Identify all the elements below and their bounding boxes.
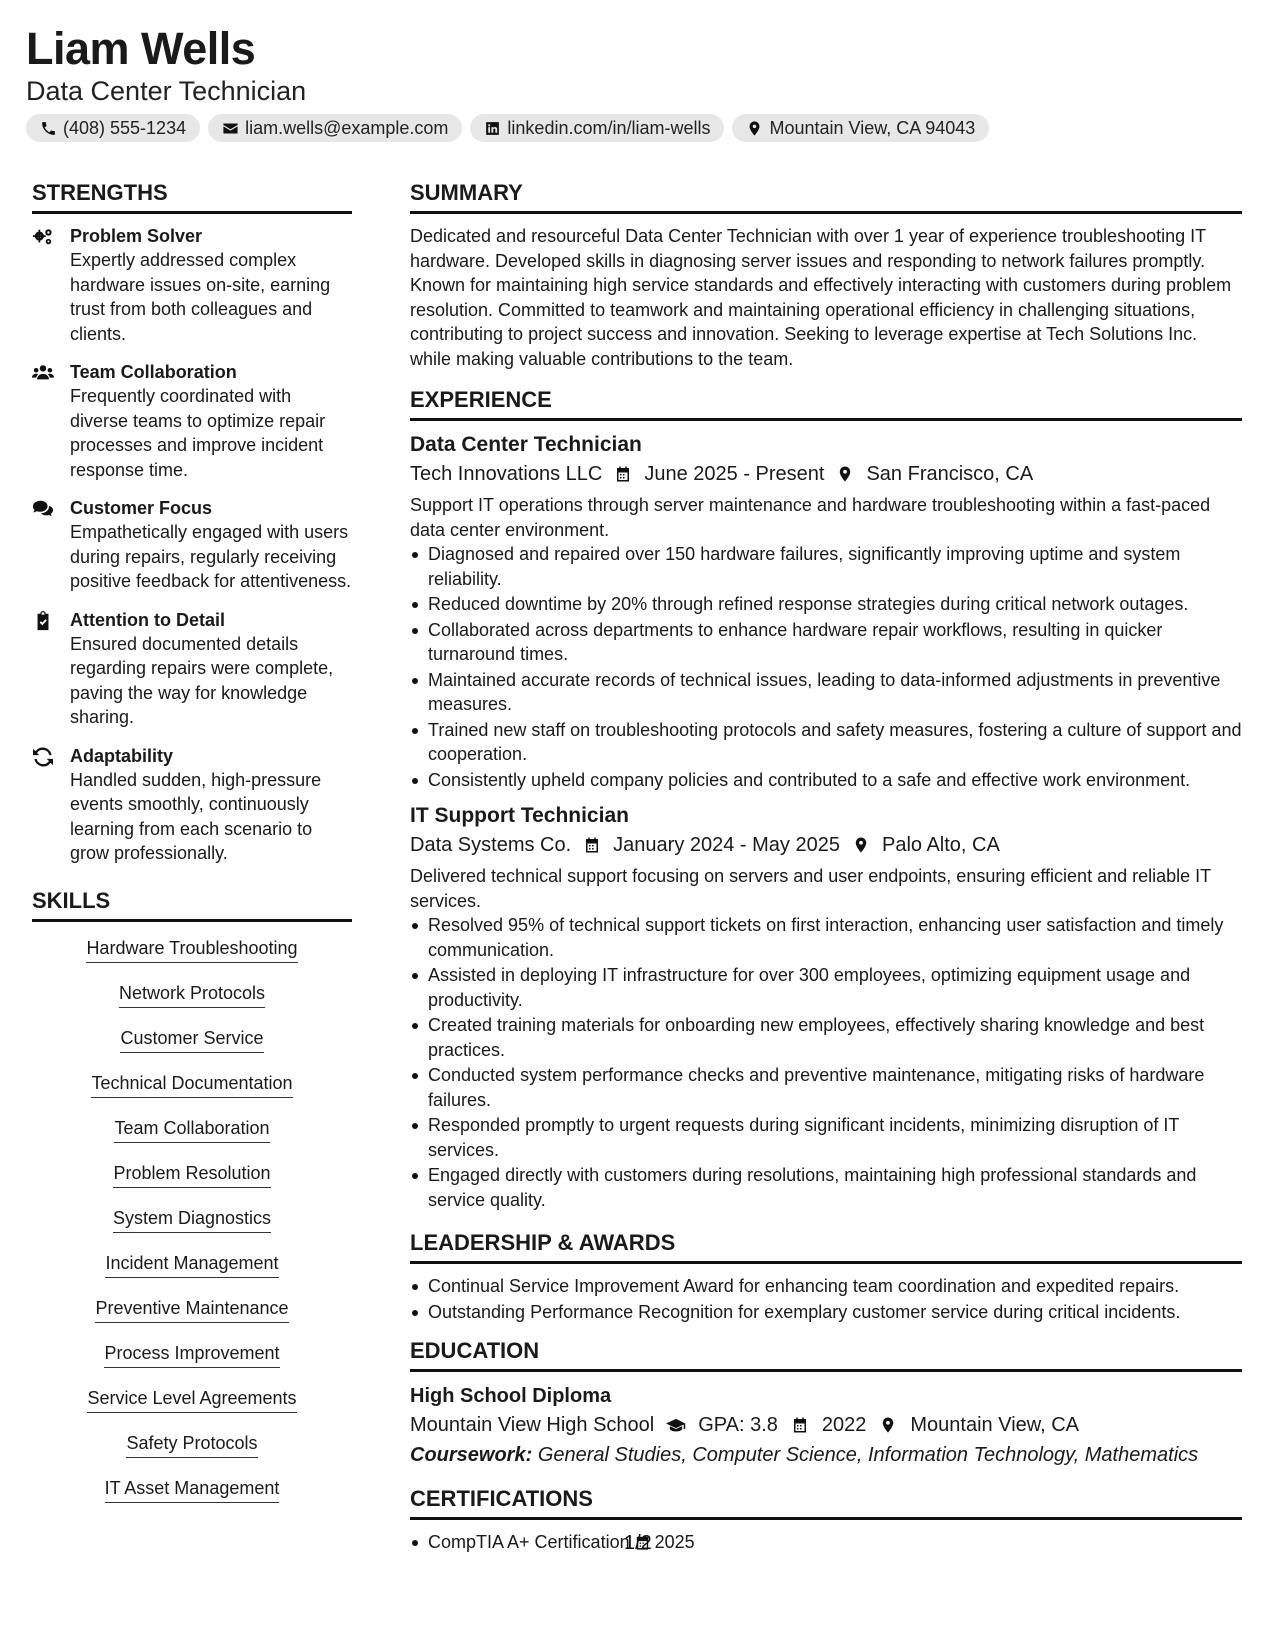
list-item: Outstanding Performance Recognition for exemplary customer service during critical incidents.	[428, 1300, 1242, 1325]
list-item: Reduced downtime by 20% through refined response strategies during critical network outages.	[428, 592, 1242, 617]
skill-item: Service Level Agreements	[87, 1386, 296, 1413]
job-entry	[410, 802, 1242, 1212]
list-item: Assisted in deploying IT infrastructure for over 300 employees, optimizing equipment usage and productivity.	[428, 963, 1242, 1012]
job-location: Palo Alto, CA	[881, 834, 1000, 856]
awards-list	[410, 1274, 1242, 1324]
certifications-heading: CERTIFICATIONS	[410, 1484, 1242, 1520]
calendar-icon	[614, 465, 632, 483]
contact-linkedin-text: linkedin.com/in/liam-wells	[507, 117, 711, 138]
strength-item	[32, 608, 352, 730]
job-title: Data Center Technician	[410, 433, 642, 456]
skill-item: Incident Management	[105, 1251, 278, 1278]
job-meta	[410, 830, 1242, 860]
list-item: Diagnosed and repaired over 150 hardware failures, significantly improving uptime and system reliability.	[428, 542, 1242, 591]
certification-year: 2025	[654, 1532, 695, 1552]
list-item: Collaborated across departments to enhance hardware repair workflows, resulting in quicker turnaround times.	[428, 618, 1242, 667]
list-item	[428, 1530, 1242, 1555]
skill-item: Team Collaboration	[114, 1116, 269, 1143]
strength-desc: Empathetically engaged with users during repairs, regularly receiving positive feedback for attentiveness.	[70, 522, 352, 591]
contact-email-text: liam.wells@example.com	[245, 117, 449, 138]
map-marker-icon	[878, 1416, 898, 1434]
skill-item: Network Protocols	[119, 981, 265, 1008]
job-title: IT Support Technician	[410, 804, 629, 827]
sync-icon	[32, 747, 54, 767]
job-dates: January 2024 - May 2025	[613, 834, 840, 856]
gears-icon	[32, 227, 54, 247]
strength-desc: Frequently coordinated with diverse teams to optimize repair processes and improve incident response time.	[70, 386, 326, 480]
skill-item: Safety Protocols	[126, 1431, 257, 1458]
job-company: Data Systems Co.	[410, 834, 572, 856]
coursework-text: General Studies, Computer Science, Information Technology, Mathematics	[537, 1444, 1199, 1466]
strength-desc: Handled sudden, high-pressure events smoothly, continuously learning from each scenario to grow professionally.	[70, 769, 322, 863]
list-item: Responded promptly to urgent requests during significant incidents, minimizing disruption of IT services.	[428, 1113, 1242, 1162]
contact-location[interactable]	[732, 114, 989, 142]
strength-item	[32, 360, 352, 482]
resume-header	[26, 22, 1246, 142]
list-item: Engaged directly with customers during resolutions, maintaining high professional standards and service quality.	[428, 1163, 1242, 1212]
job-description: Delivered technical support focusing on servers and user endpoints, ensuring efficient and reliable IT services.	[410, 866, 1211, 911]
strengths-heading: STRENGTHS	[32, 178, 352, 214]
skill-item: Problem Resolution	[113, 1161, 270, 1188]
education-coursework	[410, 1440, 1242, 1470]
right-column	[410, 178, 1242, 1556]
skill-item: IT Asset Management	[105, 1476, 280, 1503]
contact-bar	[26, 114, 1246, 142]
job-company: Tech Innovations LLC	[410, 463, 603, 485]
left-column	[32, 178, 352, 1521]
calendar-icon	[790, 1416, 810, 1434]
strength-desc: Expertly addressed complex hardware issues on-site, earning trust from both colleagues and clients.	[70, 250, 331, 344]
strength-title: Problem Solver	[70, 226, 203, 246]
strength-item	[32, 496, 352, 594]
job-description: Support IT operations through server maintenance and hardware troubleshooting within a fast-paced data center environment.	[410, 495, 1211, 540]
list-item: Consistently upheld company policies and contributed to a safe and effective work environment.	[428, 768, 1242, 793]
list-item: Conducted system performance checks and preventive maintenance, mitigating risks of hardware failures.	[428, 1063, 1242, 1112]
comments-icon	[32, 499, 54, 519]
skills-list	[32, 932, 352, 1521]
certification-name: CompTIA A+ Certification	[428, 1532, 630, 1552]
list-item: Trained new staff on troubleshooting protocols and safety measures, fostering a culture of support and cooperation.	[428, 718, 1242, 767]
list-item: Continual Service Improvement Award for enhancing team coordination and expedited repairs.	[428, 1274, 1242, 1299]
awards-heading: LEADERSHIP & AWARDS	[410, 1228, 1242, 1264]
list-item: Maintained accurate records of technical issues, leading to data-informed adjustments in preventive measures.	[428, 668, 1242, 717]
page-number: 1/2	[624, 1532, 652, 1554]
education-year: 2022	[821, 1414, 867, 1436]
job-bullets	[410, 542, 1242, 792]
contact-phone-text: (408) 555-1234	[63, 117, 187, 138]
map-marker-icon	[746, 120, 763, 137]
skills-heading: SKILLS	[32, 886, 352, 922]
skill-item: Preventive Maintenance	[95, 1296, 288, 1323]
job-dates: June 2025 - Present	[644, 463, 825, 485]
strength-item	[32, 744, 352, 866]
coursework-label: Coursework:	[410, 1444, 533, 1466]
education-location: Mountain View, CA	[910, 1414, 1080, 1436]
education-meta	[410, 1410, 1242, 1440]
calendar-icon	[583, 836, 601, 854]
map-marker-icon	[852, 836, 870, 854]
clipboard-check-icon	[32, 611, 54, 631]
skill-item: Process Improvement	[104, 1341, 279, 1368]
education-school: Mountain View High School	[410, 1414, 655, 1436]
list-item: Created training materials for onboarding new employees, effectively sharing knowledge and best practices.	[428, 1013, 1242, 1062]
certifications-list	[410, 1530, 1242, 1555]
strength-title: Attention to Detail	[70, 609, 225, 630]
contact-phone[interactable]	[26, 114, 200, 142]
list-item: Resolved 95% of technical support tickets on first interaction, enhancing user satisfaction and timely communication.	[428, 913, 1242, 962]
strength-title: Customer Focus	[70, 498, 213, 518]
job-meta	[410, 459, 1242, 489]
contact-email[interactable]	[208, 114, 462, 142]
education-degree: High School Diploma	[410, 1385, 612, 1407]
skill-item: Technical Documentation	[91, 1071, 292, 1098]
contact-location-text: Mountain View, CA 94043	[769, 117, 976, 138]
contact-linkedin[interactable]	[470, 114, 724, 142]
strength-desc: Ensured documented details regarding repairs were complete, paving the way for knowledge sharing.	[70, 633, 334, 727]
users-icon	[32, 363, 54, 383]
skill-item: Customer Service	[120, 1026, 263, 1053]
skill-item: Hardware Troubleshooting	[86, 936, 297, 963]
job-bullets	[410, 913, 1242, 1212]
job-entry	[410, 431, 1242, 792]
envelope-icon	[222, 120, 239, 137]
phone-icon	[40, 120, 57, 137]
strength-title: Team Collaboration	[70, 362, 237, 382]
graduation-cap-icon	[666, 1416, 686, 1434]
summary-heading: SUMMARY	[410, 178, 1242, 214]
experience-heading: EXPERIENCE	[410, 385, 1242, 421]
strength-title: Adaptability	[70, 745, 174, 766]
education-gpa: GPA: 3.8	[698, 1414, 778, 1436]
map-marker-icon	[836, 465, 854, 483]
strength-item	[32, 224, 352, 346]
job-location: San Francisco, CA	[866, 463, 1034, 485]
linkedin-icon	[484, 120, 501, 137]
candidate-role: Data Center Technician	[26, 76, 307, 106]
skill-item: System Diagnostics	[113, 1206, 271, 1233]
summary-text: Dedicated and resourceful Data Center Technician with over 1 year of experience troubleshooting IT hardware. Developed skills in diagnosing server issues and responding to network failures promptly. Known for maintaining high service standards and effectively interacting with customers during problem resolution. Committed to teamwork and maintaining operational efficiency in challenging situations, contributing to project success and innovation. Seeking to leverage expertise at Tech Solutions Inc. while making valuable contributions to the team.	[410, 226, 1232, 369]
candidate-name: Liam Wells	[26, 23, 256, 74]
education-heading: EDUCATION	[410, 1336, 1242, 1372]
